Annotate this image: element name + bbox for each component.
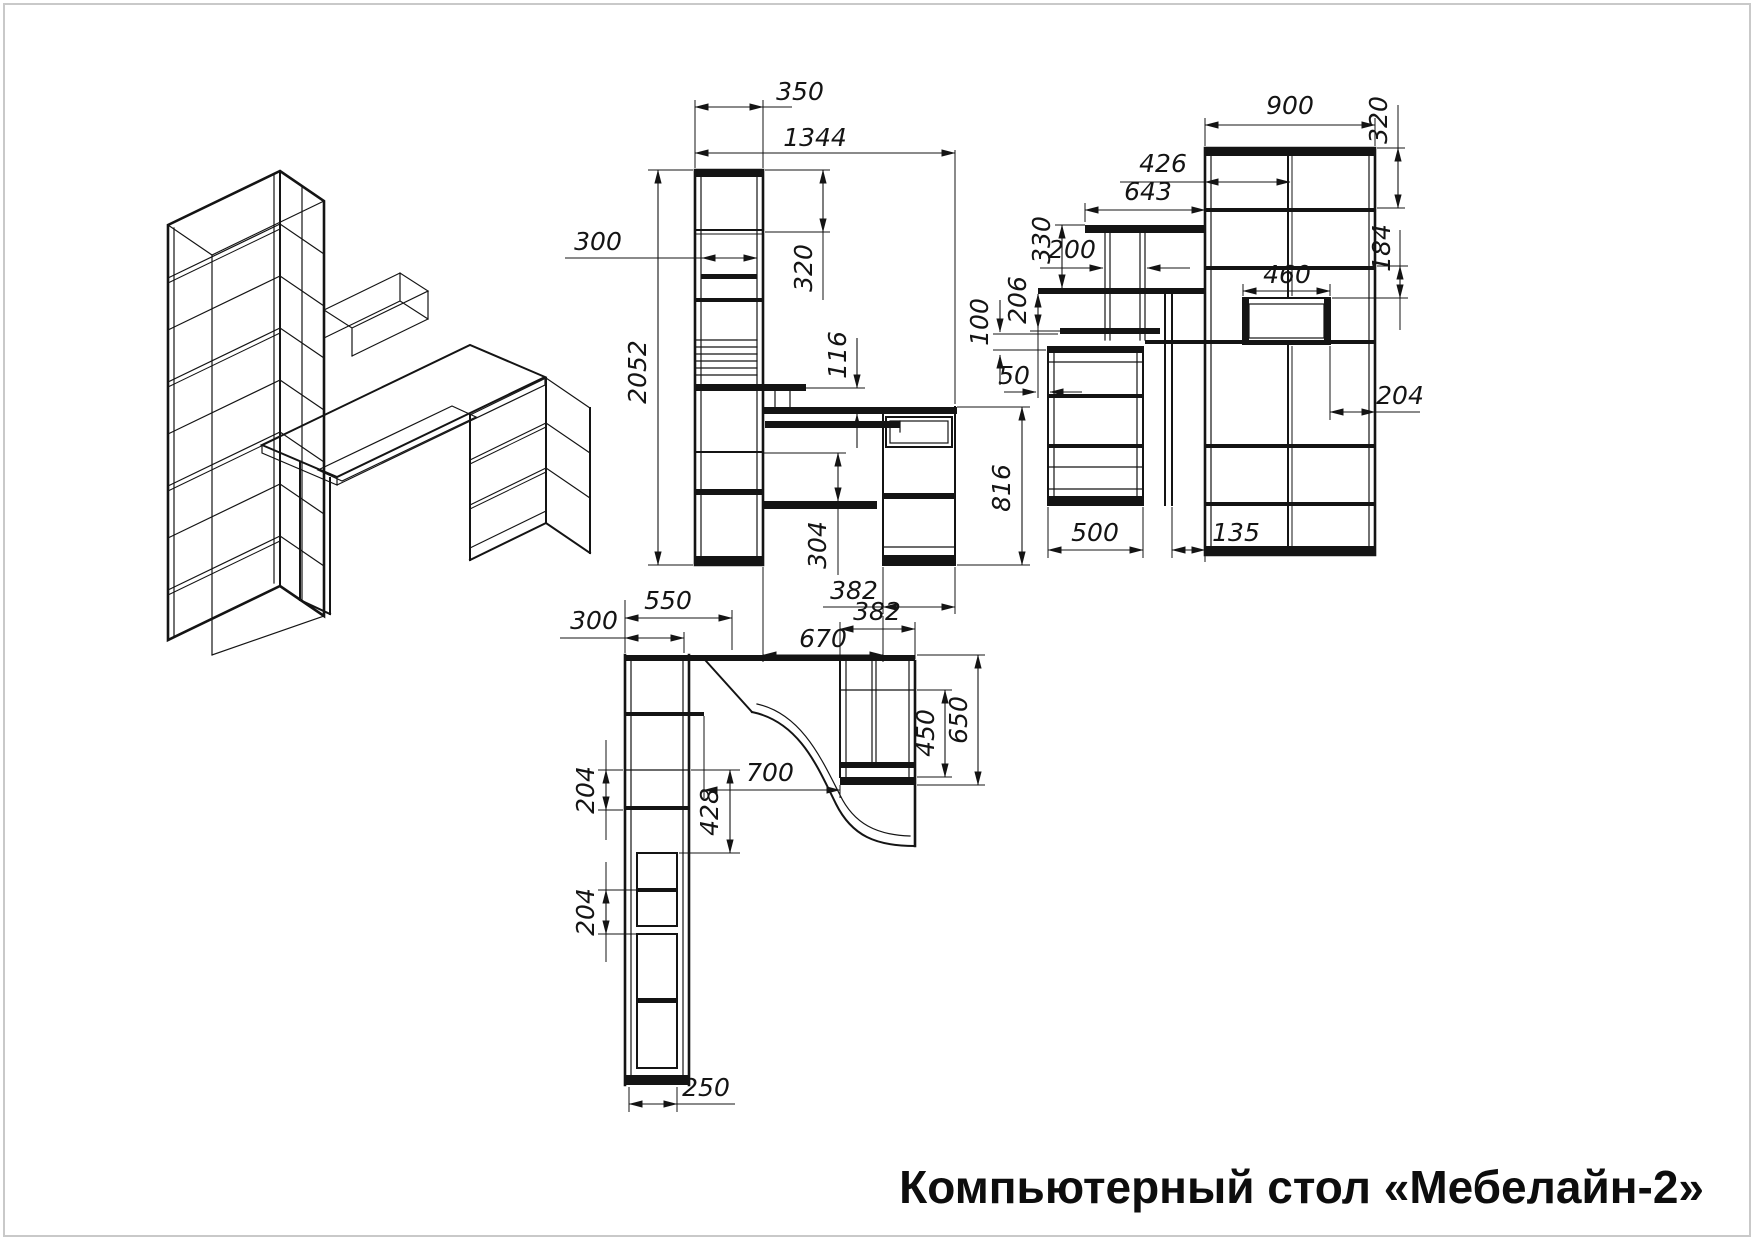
side-dim-184: 184 (1367, 224, 1396, 272)
inner-shelf (701, 274, 757, 279)
side-dim-500: 500 (1071, 518, 1119, 547)
front-dim-816: 816 (987, 464, 1016, 512)
front-dimensions (565, 77, 1030, 662)
top-dim-382: 382 (853, 597, 901, 626)
side-dim-100: 100 (965, 298, 994, 346)
front-dim-116: 116 (823, 331, 852, 379)
front-dim-670: 670 (799, 624, 847, 653)
pedestal-front (883, 407, 955, 565)
drawing-title: Компьютерный стол «Мебелайн-2» (899, 1161, 1704, 1213)
side-dim-330: 330 (1027, 216, 1056, 264)
hutch-board (1085, 225, 1205, 233)
side-dim-204: 204 (1376, 381, 1424, 410)
pedestal-side (1048, 347, 1143, 505)
front-dim-382: 382 (830, 576, 878, 605)
front-dim-320: 320 (789, 244, 818, 292)
support-bar (763, 501, 877, 509)
side-dim-900: 900 (1266, 91, 1314, 120)
top-dim-700: 700 (746, 758, 794, 787)
front-view (565, 77, 1030, 662)
knee-panel (1165, 294, 1172, 505)
front-dim-300: 300 (574, 227, 622, 256)
front-dim-2052: 2052 (623, 340, 652, 404)
desktop (763, 407, 957, 414)
side-dim-320: 320 (1364, 96, 1393, 144)
over-desk-ledge (695, 384, 806, 391)
keyboard-tray-front (765, 421, 900, 428)
back-edge (625, 655, 915, 661)
tray-side (1060, 328, 1160, 334)
hutch-shelf (324, 273, 428, 356)
side-dim-200: 200 (1048, 235, 1096, 264)
front-dim-1344: 1344 (783, 123, 847, 152)
support-column (1105, 233, 1145, 340)
side-dim-206: 206 (1003, 276, 1032, 324)
top-view (560, 586, 985, 1112)
isometric-view (168, 171, 590, 655)
niche-box (1243, 298, 1330, 344)
side-dim-460: 460 (1263, 260, 1311, 289)
side-dim-50: 50 (998, 361, 1030, 390)
column-strip (625, 655, 689, 1085)
pedestal-plan (840, 661, 915, 785)
top-dim-450: 450 (911, 709, 940, 757)
side-dim-426: 426 (1139, 149, 1187, 178)
side-view (965, 91, 1424, 562)
side-dim-135: 135 (1212, 518, 1260, 547)
worktop (262, 345, 545, 477)
top-dim-204b: 204 (571, 888, 600, 936)
top-dim-204a: 204 (571, 766, 600, 814)
front-dim-304: 304 (803, 521, 832, 569)
side-dimensions (965, 91, 1424, 562)
top-dim-550: 550 (644, 586, 692, 615)
top-dim-300: 300 (570, 606, 618, 635)
top-dim-650: 650 (944, 696, 973, 744)
side-dim-643: 643 (1124, 177, 1172, 206)
front-dim-350: 350 (776, 77, 824, 106)
keyboard-tray (318, 406, 476, 481)
worktop-bevel (706, 661, 752, 712)
top-dim-250: 250 (682, 1073, 730, 1102)
top-dim-428: 428 (695, 788, 724, 836)
desktop-side (1038, 288, 1205, 294)
